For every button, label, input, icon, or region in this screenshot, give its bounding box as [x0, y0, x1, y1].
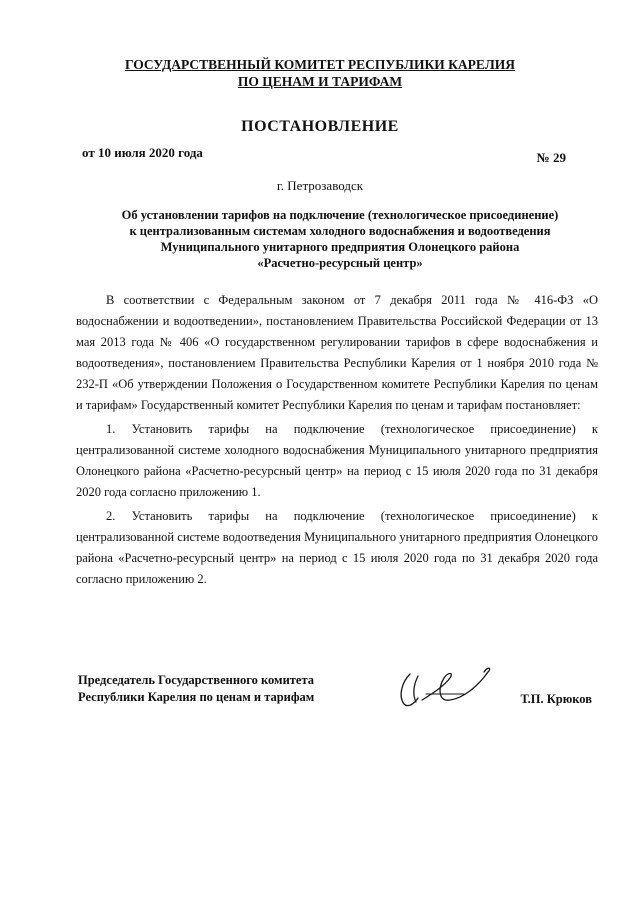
document-title: ПОСТАНОВЛЕНИЕ [241, 118, 399, 135]
document-date: от 10 июля 2020 года [82, 145, 203, 160]
signatory-position-line-2: Республики Карелия по ценам и тарифам [78, 690, 315, 704]
subject-line: «Расчетно-ресурсный центр» [257, 256, 423, 270]
preamble-paragraph: В соответствии с Федеральным законом от 7 декабря 2011 года № 416-ФЗ «О водоснабжении и водоотведении», постановлением Правительства Российской Федерации от 13 мая 2013 года № 406 «О государственном регулировании тарифов в сфере водоснабжения и водоотведения», постановлением Правительства Республики Карелия от 1 ноября 2010 года № 232-П «Об утверждении Положения о Государственном комитете Республики Карелия по ценам и тарифам» Государственный комитет Республики Карелия по ценам и тарифам постановляет: [76, 293, 598, 412]
issuer-header [0, 56, 640, 90]
resolution-item-1: 1. Установить тарифы на подключение (технологическое присоединение) к централизованной системе холодного водоснабжения Муниципального унитарного предприятия Олонецкого района «Расчетно-ресурсный центр» на период с 15 июля 2020 года по 31 декабря 2020 года согласно приложению 1. [76, 422, 598, 499]
resolution-item-2: 2. Установить тарифы на подключение (технологическое присоединение) к централизованной системе водоотведения Муниципального унитарного предприятия Олонецкого района «Расчетно-ресурсный центр» на период с 15 июля 2020 года по 31 декабря 2020 года согласно приложению 2. [76, 509, 598, 586]
subject-line: Об установлении тарифов на подключение (технологическое присоединение) [121, 208, 559, 222]
signatory-position [78, 672, 314, 706]
signatory-position-line-1: Председатель Государственного комитета [78, 673, 315, 687]
document-number: № 29 [536, 150, 566, 165]
issuer-line-1: ГОСУДАРСТВЕННЫЙ КОМИТЕТ РЕСПУБЛИКИ КАРЕЛИЯ [124, 57, 516, 72]
signatory-name: Т.П. Крюков [520, 692, 592, 706]
subject-line: Муниципального унитарного предприятия Олонецкого района [160, 240, 520, 254]
handwritten-signature [392, 664, 502, 712]
document-subject [70, 207, 610, 271]
document-city: г. Петрозаводск [276, 178, 364, 193]
subject-line: к централизованным системам холодного водоснабжения и водоотведения [129, 224, 551, 238]
issuer-line-2: ПО ЦЕНАМ И ТАРИФАМ [237, 74, 403, 89]
document-body [76, 290, 598, 590]
